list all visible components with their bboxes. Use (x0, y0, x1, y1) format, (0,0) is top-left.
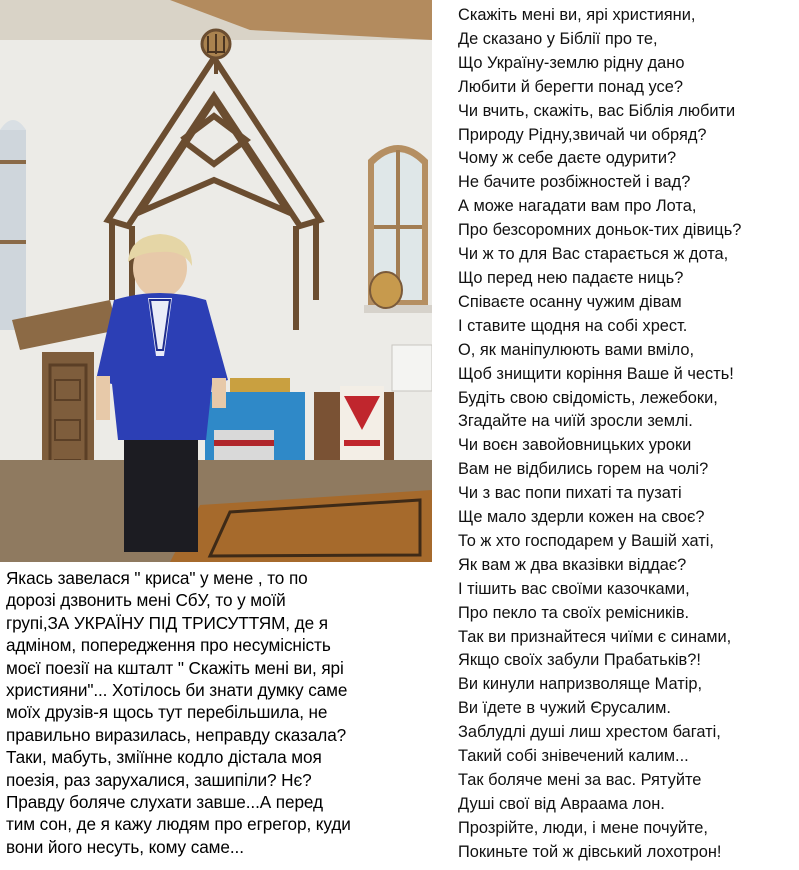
poem-line: Ви кинули напризволяще Матір, (458, 675, 703, 694)
poem-line: О, як маніпулюють вами вміло, (458, 340, 695, 359)
photo (0, 0, 432, 562)
caption-line: дорозі дзвонить мені СбУ, то у моїй (6, 590, 286, 611)
poem-line: Чи ж то для Вас старається ж дота, (458, 245, 729, 264)
poem-line: І тішить вас своїми казочками, (458, 579, 690, 598)
poem-line: Чи з вас попи пихаті та пузаті (458, 484, 682, 503)
caption-text (6, 567, 428, 858)
poem-line: Любити й берегти понад усе? (458, 77, 683, 96)
caption-line: християни"... Хотілось би знати думку саме (6, 680, 348, 701)
caption-line: вони його несуть, кому саме... (6, 836, 244, 857)
caption-line: правильно виразилась, неправду сказала? (6, 724, 347, 745)
caption-line: адміном, попередження про несумісність (6, 635, 331, 656)
poem-line: Про пекло та своїх ремісників. (458, 603, 690, 622)
poem-line: Природу Рідну,звичай чи обряд? (458, 125, 707, 144)
caption-line: Таки, мабуть, зміїнне кодло дістала моя (6, 747, 322, 768)
poem-line: Щоб знищити коріння Ваше й честь! (458, 364, 734, 383)
poem-line: Будіть свою свідомість, лежебоки, (458, 388, 718, 407)
poem-line: То ж хто господарем у Вашій хаті, (458, 531, 714, 550)
caption-line: моїх друзів-я щось тут перебільшила, не (6, 702, 328, 723)
caption-line: моєї поезії на кшталт " Скажіть мені ви, ярі (6, 657, 344, 678)
poem-line: Прозрійте, люди, і мене почуйте, (458, 818, 708, 837)
poem-line: Скажіть мені ви, ярі християни, (458, 6, 696, 24)
poem-line: Що Україну-землю рідну дано (458, 53, 685, 72)
poem-line: Як вам ж два вказівки віддає? (458, 555, 687, 574)
poem-text (458, 4, 798, 865)
poem-line: Чи вчить, скажіть, вас Біблія любити (458, 101, 736, 120)
caption-line: тим сон, де я кажу людям про егрегор, куди (6, 814, 351, 835)
poem-line: Чи воєн завойовницьких уроки (458, 436, 692, 455)
caption-line: Правду боляче слухати завше...А перед (6, 792, 323, 813)
poem-line: Згадайте на чиїй зросли землі. (458, 412, 693, 431)
photo-scene (0, 0, 432, 562)
poem-line: Покиньте той ж дівський лохотрон! (458, 842, 722, 861)
poem-line: Заблудлі душі лиш хрестом багаті, (458, 723, 721, 742)
poem-line: Такий собі знівечений калим... (458, 747, 689, 766)
caption-line: Якась завелася " криса" у мене , то по (6, 568, 308, 588)
poem-line: Так боляче мені за вас. Рятуйте (458, 771, 702, 789)
caption-line: групі,ЗА УКРАЇНУ ПІД ТРИСУТТЯМ, де я (6, 612, 328, 633)
poem-line: Так ви признайтеся чиїми є синами, (458, 627, 732, 646)
poem-line: Вам не відбились горем на чолі? (458, 460, 709, 479)
poem-line: Що перед нею падаєте ниць? (458, 268, 684, 287)
poem-line: І ставите щодня на собі хрест. (458, 316, 688, 335)
left-window (0, 120, 26, 330)
poem-line: Де сказано у Біблії про те, (458, 29, 658, 48)
poem-line: Душі свої від Авраама лон. (458, 794, 665, 813)
poem-line: А може нагадати вам про Лота, (458, 197, 697, 216)
poem-line: Про безсоромних доньок-тих дівиць? (458, 221, 742, 240)
poem-line: Якщо своїх забули Прабатьків?! (458, 651, 701, 670)
poem-line: Ви їдете в чужий Єрусалим. (458, 699, 671, 718)
poem-line: Співаєте осанну чужим дівам (458, 292, 682, 311)
poem-line: Ще мало здерли кожен на своє? (458, 508, 705, 527)
poem-line: Не бачите розбіжностей і вад? (458, 173, 691, 192)
caption-line: поезія, раз зарухалися, зашипіли? Нє? (6, 769, 312, 790)
poem-line: Чому ж себе даєте одурити? (458, 149, 677, 168)
